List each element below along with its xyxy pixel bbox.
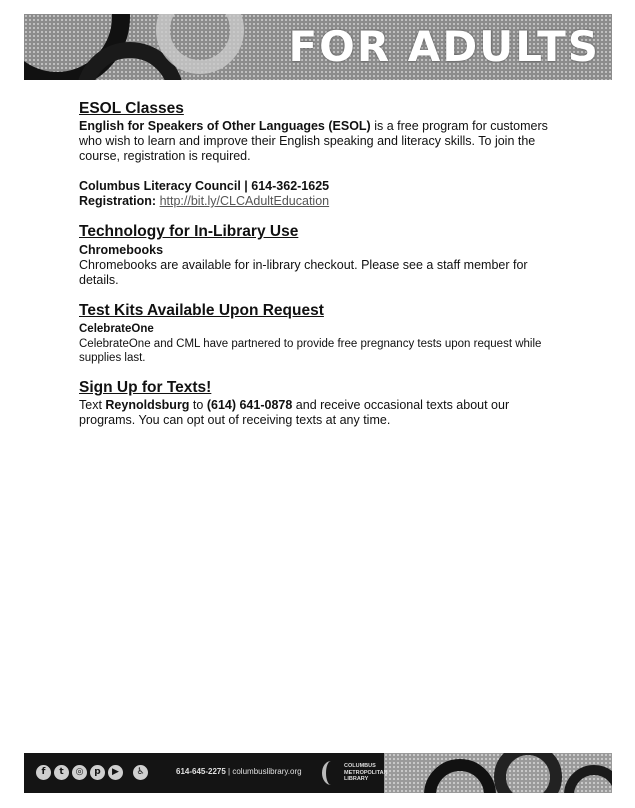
- section-body: Chromebooks are available for in-library checkout. Please see a staff member for details.: [79, 258, 528, 287]
- section-subheading: Chromebooks: [79, 243, 164, 257]
- section-heading: Test Kits Available Upon Request: [79, 302, 324, 319]
- logo-line: LIBRARY: [344, 776, 369, 783]
- esol-description: [79, 119, 549, 164]
- section-texts: [79, 379, 549, 428]
- twitter-icon[interactable]: t: [54, 765, 69, 780]
- header-banner: [24, 14, 612, 80]
- section-subheading: CelebrateOne: [79, 323, 154, 335]
- youtube-icon[interactable]: ▶: [108, 765, 123, 780]
- esol-name: English for Speakers of Other Languages (ESOL): [79, 119, 371, 133]
- page-title: FOR ADULTS: [288, 22, 600, 71]
- footer-website[interactable]: columbuslibrary.org: [232, 767, 302, 776]
- main-content: [79, 100, 549, 442]
- logo-mark-icon: [322, 761, 340, 785]
- social-icons: [36, 765, 148, 780]
- logo-line: METROPOLITAN: [344, 769, 388, 776]
- text-part: Text: [79, 398, 106, 412]
- esol-contact: Columbus Literacy Council | 614-362-1625: [79, 179, 330, 193]
- section-heading: ESOL Classes: [79, 100, 184, 117]
- esol-description-text: is a free program for customers who wish to learn and improve their English speaking and literacy skills. To join the course, registration is required.: [79, 119, 548, 163]
- pinterest-icon[interactable]: p: [90, 765, 105, 780]
- section-heading: Sign Up for Texts!: [79, 379, 212, 396]
- esol-registration: [79, 194, 549, 209]
- footer-bar: [24, 753, 612, 793]
- text-phone: (614) 641-0878: [206, 398, 293, 412]
- section-body: CelebrateOne and CML have partnered to provide free pregnancy tests upon request while supplies last.: [79, 338, 542, 364]
- footer-phone: 614-645-2275: [176, 767, 226, 776]
- text-part: and receive occasional texts about our programs. You can opt out of receiving texts at any time.: [79, 398, 510, 427]
- facebook-icon[interactable]: f: [36, 765, 51, 780]
- footer-contact: [176, 767, 302, 776]
- section-technology: [79, 223, 549, 288]
- section-esol: [79, 100, 549, 209]
- text-keyword: Reynoldsburg: [105, 398, 190, 412]
- registration-label: Registration:: [79, 194, 157, 208]
- logo-text: [344, 763, 388, 783]
- text-part: to: [189, 398, 207, 412]
- instagram-icon[interactable]: ◎: [72, 765, 87, 780]
- registration-link[interactable]: http://bit.ly/CLCAdultEducation: [159, 194, 330, 208]
- library-logo: [322, 761, 388, 785]
- accessibility-icon[interactable]: ♿: [133, 765, 148, 780]
- decorative-ring: [494, 753, 562, 793]
- logo-line: COLUMBUS: [344, 763, 376, 770]
- footer-separator: |: [225, 767, 233, 776]
- section-body: [79, 398, 549, 428]
- section-test-kits: [79, 302, 549, 365]
- section-heading: Technology for In-Library Use: [79, 223, 299, 240]
